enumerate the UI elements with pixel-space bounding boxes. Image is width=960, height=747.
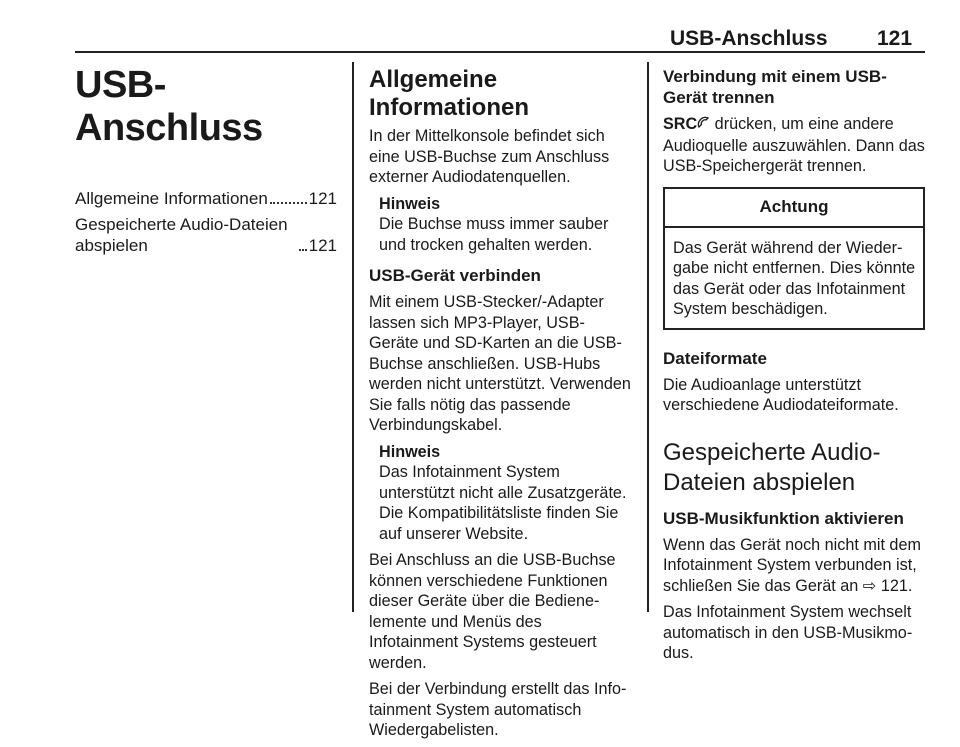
toc-entry[interactable] xyxy=(75,214,337,256)
column-divider xyxy=(647,62,649,612)
note-heading: Hinweis xyxy=(379,442,441,461)
paragraph: Die Audioanlage unterstützt verschiedene Audiodateiformate. xyxy=(663,375,899,414)
toc-leader xyxy=(299,249,307,251)
section-heading: Allgemeine Informationen xyxy=(369,66,529,121)
subheading: USB-Gerät verbinden xyxy=(369,266,541,285)
paragraph: In der Mittelkonsole befindet sich eine USB-Buchse zum Anschluss externer Audiodatenquellen. xyxy=(369,127,610,186)
note-text: Die Buchse muss immer sauber und trocken gehalten werden. xyxy=(379,215,609,254)
header-rule xyxy=(75,51,925,53)
paragraph-text: . xyxy=(907,576,913,595)
paragraph-text: drücken, um eine andere Audioquelle auszuwählen. Dann das USB-Speichergerät trennen. xyxy=(663,115,925,175)
column-right xyxy=(663,60,925,670)
table-of-contents xyxy=(75,188,337,256)
paragraph: Mit einem USB-Stecker/-Adapter lassen sich MP3-Player, USB-Geräte und SD-Karten an die USB-Buchse anschließen. USB-Hubs werden nicht unterstützt. Verwenden Sie falls nötig das passende Verbindungskabel. xyxy=(369,293,631,434)
toc-entry-page[interactable]: 121 xyxy=(308,189,337,208)
paragraph: Bei der Verbindung erstellt das Infotainment System automatisch Wiedergabelisten. xyxy=(369,680,627,739)
note-box xyxy=(379,442,633,545)
arrow-right-icon: ⇨ xyxy=(862,576,877,595)
toc-entry[interactable] xyxy=(75,188,337,209)
toc-leader xyxy=(270,202,307,204)
header-title: USB-Anschluss xyxy=(670,27,828,50)
chapter-title: USB-Anschluss xyxy=(75,64,263,149)
phone-handset-icon xyxy=(697,115,710,136)
src-button-label: SRC xyxy=(663,115,698,133)
subheading: Dateiformate xyxy=(663,348,767,368)
column-divider xyxy=(352,62,354,612)
header-page-number: 121 xyxy=(877,27,913,50)
column-middle xyxy=(369,60,633,747)
page-reference-link[interactable]: 121 xyxy=(880,576,908,595)
caution-text: Das Gerät während der Wiedergabe nicht entfernen. Dies könnte das Gerät oder das Infotainment System beschädigen. xyxy=(673,238,916,318)
note-text: Das Infotainment System unterstützt nicht alle Zusatzgeräte. Die Kompatibilitätsliste finden Sie auf unserer Website. xyxy=(379,463,627,543)
caution-heading: Achtung xyxy=(665,189,923,228)
paragraph-text: Wenn das Gerät noch nicht mit dem Infotainment System verbunden ist, schließen Sie das Gerät an xyxy=(663,535,921,595)
paragraph: Bei Anschluss an die USB-Buchse können verschiedene Funktionen dieser Geräte über die Bedienelemente und Menüs des Infotainment Systems gesteuert werden. xyxy=(369,551,616,672)
subheading: Verbindung mit einem USB-Gerät trennen xyxy=(663,67,887,107)
toc-entry-text[interactable]: Allgemeine Informationen xyxy=(75,189,268,208)
toc-entry-text[interactable]: Gespeicherte Audio-Dateien abspielen xyxy=(75,215,288,255)
note-box xyxy=(379,194,633,256)
note-heading: Hinweis xyxy=(379,194,441,213)
subheading: USB-Musikfunktion aktivieren xyxy=(663,508,904,528)
paragraph xyxy=(663,535,925,597)
section-heading: Gespeicherte Audio-Dateien abspielen xyxy=(663,438,881,496)
caution-box xyxy=(663,187,925,330)
toc-entry-page[interactable]: 121 xyxy=(308,236,337,255)
paragraph xyxy=(663,114,925,177)
column-left xyxy=(75,60,337,261)
paragraph: Das Infotainment System wechselt automatisch in den USB-Musikmodus. xyxy=(663,603,913,662)
